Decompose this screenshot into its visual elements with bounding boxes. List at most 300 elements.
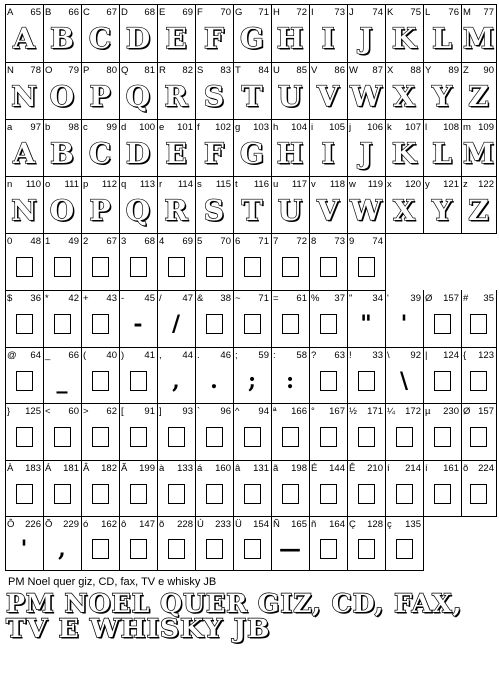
font-sample-line-1: PM NOEL QUER GIZ, CD, FAX, [6,589,463,618]
missing-glyph-box [16,314,33,334]
missing-glyph-box [92,539,109,559]
glyph-code: 67 [106,7,117,18]
glyph-character: f [197,122,200,133]
glyph-cell [5,4,44,63]
glyph-character: Z [463,65,469,76]
missing-glyph-box [130,257,147,277]
missing-glyph-box [54,257,71,277]
missing-glyph-box [320,539,337,559]
glyph-sample [81,473,119,514]
glyph-cell [347,62,386,120]
glyph-character: < [45,406,51,417]
glyph-code: 229 [63,519,79,530]
glyph-cell [81,403,120,461]
missing-glyph-box [358,427,375,447]
missing-glyph-box [130,427,147,447]
glyph-sample [271,246,309,288]
missing-glyph-box [358,257,375,277]
glyph-character: O [45,65,53,76]
glyph-cell [309,347,348,404]
glyph-character: r [159,179,163,190]
glyph-character: ` [197,406,201,417]
glyph-character: . [197,350,200,361]
glyph-code: 198 [291,463,307,474]
glyph-character: q [121,179,127,190]
glyph-character: B [45,7,52,18]
glyph-code: 111 [64,179,79,190]
glyph-sample: B [50,136,74,170]
glyph-cell [233,176,272,234]
glyph-code: 40 [106,350,117,361]
glyph-code: 135 [405,519,421,530]
glyph-code: 108 [443,122,459,133]
glyph-cell [461,403,497,461]
glyph-sample: X [393,79,415,113]
glyph-sample [81,246,119,288]
glyph-code: 119 [367,179,383,190]
glyph-code: 110 [25,179,41,190]
glyph-sample: L [432,136,452,170]
glyph-cell [157,4,196,63]
glyph-code: 104 [291,122,307,133]
glyph-sample: O [49,193,75,227]
glyph-character: F [197,7,203,18]
glyph-character: M [463,7,471,18]
glyph-code: 109 [478,122,494,133]
glyph-code: 37 [334,293,345,304]
glyph-code: 90 [483,65,494,76]
glyph-sample [43,416,81,458]
glyph-code: 72 [296,236,307,247]
glyph-sample [385,473,423,514]
glyph-cell [5,119,44,177]
glyph-cell [43,119,82,177]
missing-glyph-box [358,539,375,559]
glyph-cell [195,290,234,348]
glyph-sample: Z [468,193,489,227]
missing-glyph-box [470,427,487,447]
glyph-code: 116 [253,179,269,190]
glyph-cell [461,62,497,120]
missing-glyph-box [54,314,71,334]
missing-glyph-box [54,484,71,504]
glyph-character: Ô [7,519,15,530]
glyph-character: R [159,65,166,76]
glyph-cell [347,403,386,461]
glyph-character: Ê [349,463,356,474]
glyph-character: 3 [121,236,127,247]
glyph-code: 63 [334,350,345,361]
glyph-character: ^ [235,406,240,417]
glyph-character: Ø [463,406,471,417]
glyph-sample [233,416,271,458]
glyph-sample [157,416,195,458]
glyph-code: 69 [182,236,193,247]
glyph-cell [347,176,386,234]
glyph-sample: Z [468,79,489,113]
glyph-cell [81,233,120,291]
glyph-character: n [7,179,13,190]
glyph-sample: , [58,535,66,562]
glyph-code: 87 [372,65,383,76]
glyph-sample [309,473,347,514]
glyph-cell [271,290,310,348]
glyph-sample: D [125,136,151,170]
glyph-character: & [197,293,204,304]
glyph-code: 93 [182,406,193,417]
glyph-cell [233,516,272,571]
glyph-sample [119,473,157,514]
glyph-sample: B [50,22,74,55]
glyph-code: 98 [68,122,79,133]
glyph-cell [157,119,196,177]
glyph-character: m [463,122,471,133]
glyph-code: 99 [106,122,117,133]
glyph-cell [385,516,424,571]
glyph-cell [461,119,497,177]
glyph-code: 112 [101,179,117,190]
glyph-character: í [425,463,428,474]
glyph-cell [81,460,120,517]
glyph-code: 144 [329,463,345,474]
glyph-sample [309,246,347,288]
glyph-character: H [273,7,280,18]
glyph-sample: P [89,193,111,227]
glyph-sample [119,246,157,288]
glyph-character: ½ [349,406,357,417]
glyph-sample: T [241,79,263,113]
missing-glyph-box [320,314,337,334]
glyph-character: [ [121,406,124,417]
glyph-cell [271,233,310,291]
missing-glyph-box [434,427,451,447]
glyph-code: 70 [220,7,231,18]
missing-glyph-box [320,484,337,504]
glyph-character: ô [121,519,127,530]
glyph-character: ~ [235,293,241,304]
glyph-code: 117 [291,179,307,190]
glyph-character: @ [7,350,17,361]
missing-glyph-box [54,427,71,447]
glyph-character: k [387,122,392,133]
glyph-sample: I [321,136,335,170]
missing-glyph-box [434,484,451,504]
glyph-cell [81,4,120,63]
glyph-sample: Y [432,79,452,113]
glyph-sample: S [203,79,225,113]
missing-glyph-box [130,484,147,504]
glyph-cell [81,290,120,348]
glyph-character: S [197,65,204,76]
glyph-cell [233,62,272,120]
missing-glyph-box [130,539,147,559]
glyph-code: 80 [106,65,117,76]
glyph-sample [385,416,423,458]
glyph-character: 5 [197,236,203,247]
missing-glyph-box [92,371,109,391]
glyph-sample: M [463,22,494,55]
missing-glyph-box [470,371,487,391]
font-sample-line-2: TV E WHISKY JB [6,614,271,643]
glyph-code: 34 [372,293,383,304]
glyph-code: 44 [182,350,193,361]
glyph-character: - [121,293,125,304]
glyph-code: 131 [253,463,269,474]
character-map-grid [5,4,496,570]
glyph-cell [81,119,120,177]
glyph-sample: W [350,79,382,113]
glyph-character: z [463,179,468,190]
glyph-cell [119,176,158,234]
glyph-character: c [83,122,88,133]
glyph-character: ¼ [387,406,395,417]
glyph-sample: / [171,311,181,337]
glyph-character: P [83,65,90,76]
glyph-cell [233,347,272,404]
glyph-sample: \ [399,367,409,394]
glyph-character: Á [45,463,52,474]
glyph-code: 82 [182,65,193,76]
missing-glyph-box [470,314,487,334]
glyph-sample [233,473,271,514]
glyph-sample: G [240,136,264,170]
glyph-cell [81,347,120,404]
glyph-code: 71 [258,293,269,304]
missing-glyph-box [320,257,337,277]
glyph-code: 164 [329,519,345,530]
glyph-code: 78 [30,65,41,76]
glyph-sample: , [172,367,180,394]
glyph-character: 8 [311,236,317,247]
glyph-sample [81,529,119,568]
glyph-sample: " [360,311,372,337]
glyph-code: 171 [367,406,383,417]
glyph-character: % [311,293,320,304]
glyph-character: ó [83,519,89,530]
glyph-sample: C [88,22,112,55]
glyph-code: 64 [30,350,41,361]
glyph-character: L [425,7,431,18]
glyph-sample: N [11,193,37,227]
glyph-code: 97 [30,122,41,133]
glyph-sample: Y [432,193,452,227]
glyph-sample: A [13,136,35,170]
glyph-sample [119,416,157,458]
glyph-character: ç [387,519,392,530]
glyph-sample: Q [125,79,151,113]
glyph-code: 233 [215,519,231,530]
glyph-code: 161 [443,463,459,474]
glyph-sample [81,303,119,345]
glyph-code: 199 [139,463,155,474]
glyph-cell [423,4,462,63]
glyph-code: 66 [68,7,79,18]
glyph-code: 125 [25,406,41,417]
glyph-code: 128 [367,519,383,530]
glyph-character: Q [121,65,129,76]
glyph-cell [157,347,196,404]
glyph-cell [271,347,310,404]
glyph-cell [5,62,44,120]
glyph-code: 77 [483,7,494,18]
glyph-character: # [463,293,469,304]
glyph-cell [385,62,424,120]
glyph-cell [157,516,196,571]
glyph-sample: F [204,136,224,170]
glyph-character: Ñ [273,519,280,530]
glyph-code: 114 [177,179,193,190]
glyph-cell [157,176,196,234]
glyph-code: 115 [215,179,231,190]
glyph-sample [309,303,347,345]
glyph-sample [347,246,385,288]
glyph-code: 230 [443,406,459,417]
glyph-cell [81,516,120,571]
glyph-sample: J [359,22,373,55]
glyph-sample: L [432,22,452,55]
glyph-character: Ü [235,519,242,530]
glyph-character: j [349,122,352,133]
missing-glyph-box [92,257,109,277]
glyph-sample [347,473,385,514]
glyph-cell [309,233,348,291]
glyph-sample [423,416,461,458]
glyph-code: 165 [291,519,307,530]
glyph-sample [43,246,81,288]
glyph-code: 210 [367,463,383,474]
glyph-cell [461,460,497,517]
glyph-character: Õ [45,519,53,530]
glyph-sample [461,416,496,458]
glyph-code: 118 [329,179,345,190]
missing-glyph-box [396,484,413,504]
glyph-sample [5,246,43,288]
glyph-sample [81,360,119,401]
glyph-sample [233,303,271,345]
glyph-sample: H [276,136,304,170]
glyph-sample [461,303,496,345]
glyph-sample [119,529,157,568]
glyph-cell [385,4,424,63]
glyph-code: 224 [478,463,494,474]
glyph-code: 94 [258,406,269,417]
glyph-sample [271,303,309,345]
glyph-code: 88 [410,65,421,76]
glyph-code: 157 [478,406,494,417]
glyph-cell [271,403,310,461]
glyph-sample: ' [400,311,408,337]
glyph-code: 122 [478,179,494,190]
missing-glyph-box [244,484,261,504]
glyph-code: 71 [258,236,269,247]
glyph-sample [157,246,195,288]
glyph-sample [347,360,385,401]
glyph-sample: W [350,193,382,227]
glyph-character: a [7,122,13,133]
glyph-cell [195,347,234,404]
glyph-sample: ' [20,535,28,562]
glyph-cell [347,4,386,63]
glyph-character: N [7,65,14,76]
glyph-cell [195,403,234,461]
glyph-character: V [311,65,318,76]
glyph-code: 120 [405,179,421,190]
glyph-character: 4 [159,236,165,247]
glyph-sample: R [164,193,188,227]
glyph-code: 162 [101,519,117,530]
glyph-cell [195,516,234,571]
glyph-cell [385,119,424,177]
glyph-code: 68 [144,7,155,18]
glyph-sample [81,416,119,458]
glyph-sample: X [393,193,415,227]
glyph-character: | [425,350,428,361]
glyph-character: ; [235,350,238,361]
glyph-sample: — [279,535,301,562]
glyph-cell [309,403,348,461]
glyph-cell [233,403,272,461]
glyph-sample: J [359,136,373,170]
glyph-code: 86 [334,65,345,76]
glyph-cell [119,62,158,120]
glyph-code: 226 [25,519,41,530]
glyph-character: x [387,179,392,190]
glyph-character: â [235,463,241,474]
glyph-cell [385,460,424,517]
glyph-character: Y [425,65,432,76]
missing-glyph-box [244,539,261,559]
glyph-character: _ [45,350,51,361]
glyph-character: y [425,179,430,190]
glyph-character: ] [159,406,162,417]
glyph-character: = [273,293,279,304]
glyph-cell [461,4,497,63]
glyph-character: 7 [273,236,279,247]
glyph-cell [461,290,497,348]
glyph-cell [157,62,196,120]
missing-glyph-box [358,371,375,391]
glyph-character: " [349,293,353,304]
glyph-code: 157 [443,293,459,304]
glyph-character: ª [273,406,277,417]
glyph-cell [195,233,234,291]
glyph-character: à [159,463,165,474]
glyph-code: 84 [258,65,269,76]
glyph-code: 45 [144,293,155,304]
missing-glyph-box [92,427,109,447]
glyph-character: o [45,179,51,190]
glyph-cell [461,347,497,404]
glyph-code: 48 [30,236,41,247]
glyph-code: 65 [30,7,41,18]
glyph-code: 103 [253,122,269,133]
glyph-code: 76 [448,7,459,18]
glyph-character: v [311,179,316,190]
glyph-sample [195,246,233,288]
sample-caption: PM Noel quer giz, CD, fax, TV e whisky JB [8,576,217,588]
glyph-character: 2 [83,236,89,247]
glyph-cell [233,233,272,291]
glyph-cell [347,233,386,291]
glyph-code: 160 [215,463,231,474]
missing-glyph-box [206,257,223,277]
glyph-character: D [121,7,128,18]
glyph-sample [423,473,461,514]
glyph-character: \ [387,350,390,361]
glyph-character: Ú [197,519,204,530]
glyph-cell [119,4,158,63]
glyph-character: X [387,65,394,76]
